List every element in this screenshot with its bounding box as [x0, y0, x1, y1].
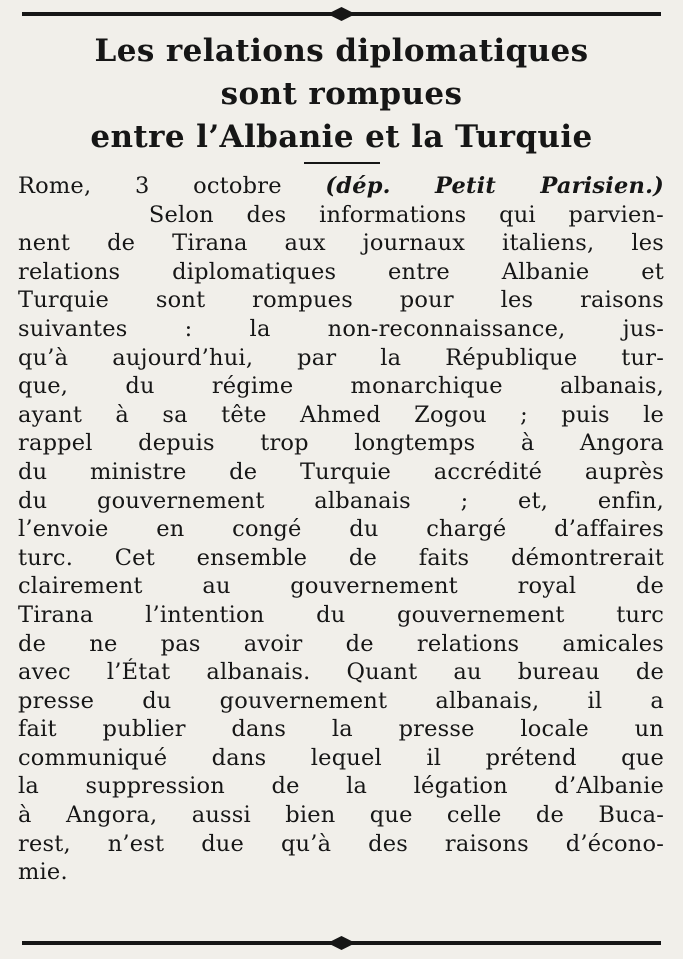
body-line: du ministre de Turquie accrédité auprès: [18, 458, 664, 485]
body-line: turc. Cet ensemble de faits démontrerait: [18, 544, 664, 571]
body-line: à Angora, aussi bien que celle de Buca-: [18, 802, 664, 829]
body-line: Selon des informations qui parvien-: [18, 201, 664, 228]
headline-divider: [304, 162, 380, 164]
article-body: [18, 172, 664, 887]
body-line: avec l’État albanais. Quant au bureau de: [18, 659, 664, 686]
body-line: que, du régime monarchique albanais,: [18, 373, 664, 400]
body-line: du gouvernement albanais ; et, enfin,: [18, 487, 664, 514]
dateline-place-date: Rome, 3 octobre: [18, 173, 326, 199]
body-line: suivantes : la non-reconnaissance, jus-: [18, 315, 664, 342]
body-line: presse du gouvernement albanais, il a: [18, 687, 664, 714]
top-ornament-icon: [328, 7, 356, 21]
bottom-ornament-icon: [328, 936, 356, 950]
dateline: [18, 172, 664, 201]
body-line: l’envoie en congé du chargé d’affaires: [18, 516, 664, 543]
headline-line-1: Les relations diplomatiques: [94, 33, 589, 69]
headline-line-3: entre l’Albanie et la Turquie: [90, 119, 593, 155]
body-line: communiqué dans lequel il prétend que: [18, 744, 664, 771]
body-line: la suppression de la légation d’Albanie: [18, 773, 664, 800]
body-line: Turquie sont rompues pour les raisons: [18, 287, 664, 314]
headline: [18, 30, 665, 159]
headline-line-2: sont rompues: [220, 76, 463, 112]
body-line: clairement au gouvernement royal de: [18, 573, 664, 600]
body-line: ayant à sa tête Ahmed Zogou ; puis le: [18, 401, 664, 428]
body-line: relations diplomatiques entre Albanie et: [18, 258, 664, 285]
body-line: mie.: [18, 859, 68, 886]
body-line: rappel depuis trop longtemps à Angora: [18, 430, 664, 457]
body-line: Tirana l’intention du gouvernement turc: [18, 601, 664, 628]
body-line: nent de Tirana aux journaux italiens, les: [18, 230, 664, 257]
body-line: rest, n’est due qu’à des raisons d’écono-: [18, 830, 664, 857]
body-line: qu’à aujourd’hui, par la République tur-: [18, 344, 664, 371]
body-line: de ne pas avoir de relations amicales: [18, 630, 664, 657]
dateline-source: (dép. Petit Parisien.): [325, 173, 664, 199]
body-line: fait publier dans la presse locale un: [18, 716, 664, 743]
